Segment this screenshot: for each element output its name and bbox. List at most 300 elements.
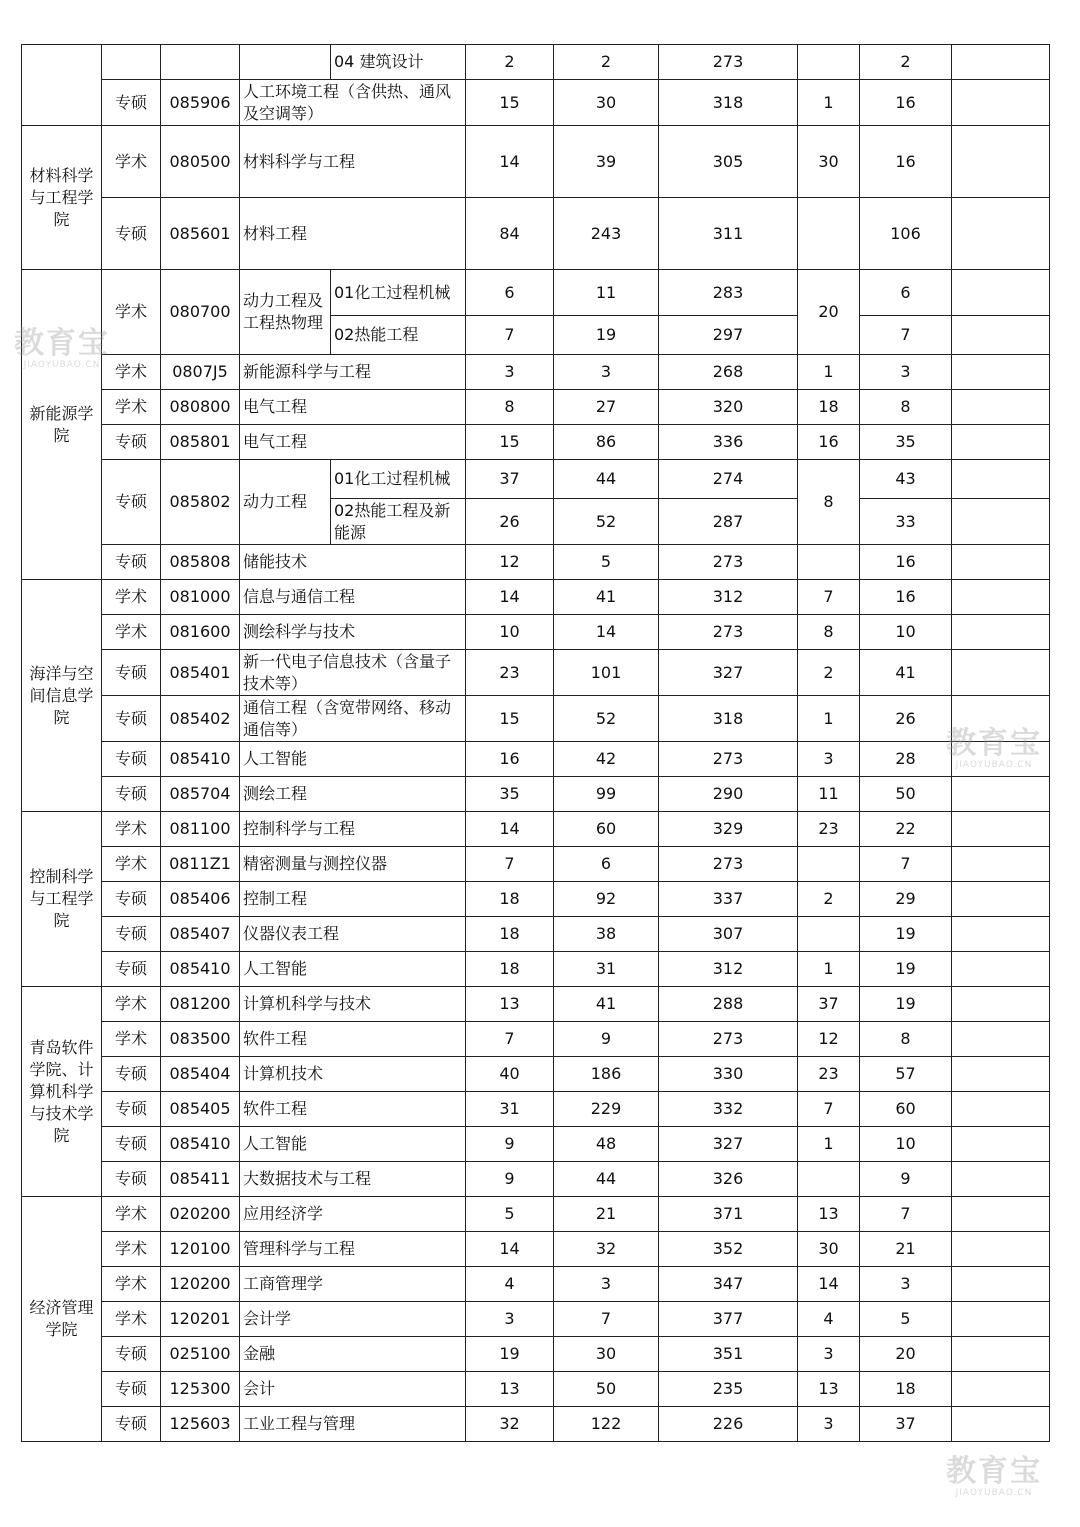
remark-cell <box>952 1162 1050 1197</box>
major-cell: 人工环境工程（含供热、通风及空调等） <box>240 80 466 126</box>
remark-cell <box>952 917 1050 952</box>
remark-cell <box>952 316 1050 355</box>
major-cell: 新一代电子信息技术（含量子技术等） <box>240 650 466 696</box>
score-cell: 330 <box>659 1057 798 1092</box>
type-cell: 学术 <box>102 1232 161 1267</box>
score-cell: 273 <box>659 45 798 80</box>
remark-cell <box>952 1057 1050 1092</box>
remark-cell <box>952 1337 1050 1372</box>
watermark-text: 教育宝 <box>946 1454 1042 1489</box>
table-row <box>22 355 1050 390</box>
value-cell: 84 <box>466 198 554 270</box>
remark-cell <box>952 1372 1050 1407</box>
code-cell: 120201 <box>161 1302 240 1337</box>
table-row <box>22 270 1050 316</box>
value-cell: 52 <box>554 499 659 545</box>
table-row <box>22 847 1050 882</box>
type-cell: 专硕 <box>102 777 161 812</box>
watermark-subtext: JIAOYUBAO.CN <box>23 360 101 370</box>
value-cell: 16 <box>860 126 952 198</box>
remark-cell <box>952 126 1050 198</box>
code-cell: 085802 <box>161 460 240 545</box>
table-row <box>22 425 1050 460</box>
major-cell: 电气工程 <box>240 390 466 425</box>
type-cell <box>102 45 161 80</box>
value-cell: 6 <box>860 270 952 316</box>
remark-cell <box>952 198 1050 270</box>
value-cell: 43 <box>860 460 952 499</box>
remark-cell <box>952 545 1050 580</box>
value-cell: 18 <box>466 917 554 952</box>
value-cell: 20 <box>860 1337 952 1372</box>
major-cell: 动力工程及工程热物理 <box>240 270 331 355</box>
value-cell: 28 <box>860 742 952 777</box>
major-cell: 新能源科学与工程 <box>240 355 466 390</box>
value-cell: 31 <box>554 952 659 987</box>
college-cell: 控制科学与工程学院 <box>22 812 102 987</box>
remark-cell <box>952 847 1050 882</box>
direction-cell: 01化工过程机械 <box>331 460 466 499</box>
value-cell: 18 <box>466 952 554 987</box>
value-cell: 1 <box>798 696 860 742</box>
type-cell: 专硕 <box>102 425 161 460</box>
college-cell <box>22 45 102 126</box>
code-cell: 085410 <box>161 1127 240 1162</box>
table-row <box>22 650 1050 696</box>
code-cell: 080800 <box>161 390 240 425</box>
remark-cell <box>952 499 1050 545</box>
admission-table <box>21 44 1050 1442</box>
remark-cell <box>952 650 1050 696</box>
score-cell: 273 <box>659 847 798 882</box>
code-cell: 080500 <box>161 126 240 198</box>
score-cell: 235 <box>659 1372 798 1407</box>
value-cell: 38 <box>554 917 659 952</box>
college-cell: 新能源学院 <box>22 270 102 580</box>
score-cell: 273 <box>659 742 798 777</box>
college-cell: 材料科学与工程学院 <box>22 126 102 270</box>
major-cell <box>240 45 331 80</box>
value-cell: 37 <box>798 987 860 1022</box>
value-cell: 2 <box>798 650 860 696</box>
major-cell: 测绘工程 <box>240 777 466 812</box>
score-cell: 336 <box>659 425 798 460</box>
value-cell <box>798 1162 860 1197</box>
type-cell: 学术 <box>102 355 161 390</box>
value-cell: 16 <box>798 425 860 460</box>
type-cell: 专硕 <box>102 198 161 270</box>
value-cell: 8 <box>860 390 952 425</box>
remark-cell <box>952 987 1050 1022</box>
score-cell: 226 <box>659 1407 798 1442</box>
code-cell: 085410 <box>161 742 240 777</box>
value-cell: 7 <box>466 316 554 355</box>
code-cell: 085808 <box>161 545 240 580</box>
value-cell: 101 <box>554 650 659 696</box>
major-cell: 控制科学与工程 <box>240 812 466 847</box>
score-cell: 326 <box>659 1162 798 1197</box>
value-cell: 26 <box>860 696 952 742</box>
value-cell: 92 <box>554 882 659 917</box>
value-cell: 14 <box>466 126 554 198</box>
value-cell: 99 <box>554 777 659 812</box>
score-cell: 351 <box>659 1337 798 1372</box>
value-cell: 23 <box>798 1057 860 1092</box>
college-cell: 海洋与空间信息学院 <box>22 580 102 812</box>
remark-cell <box>952 580 1050 615</box>
score-cell: 312 <box>659 580 798 615</box>
watermark-subtext: JIAOYUBAO.CN <box>955 760 1033 770</box>
code-cell: 085411 <box>161 1162 240 1197</box>
value-cell: 60 <box>554 812 659 847</box>
value-cell: 39 <box>554 126 659 198</box>
value-cell: 86 <box>554 425 659 460</box>
value-cell: 18 <box>466 882 554 917</box>
value-cell: 7 <box>860 847 952 882</box>
value-cell: 44 <box>554 460 659 499</box>
remark-cell <box>952 696 1050 742</box>
value-cell: 18 <box>860 1372 952 1407</box>
code-cell: 085801 <box>161 425 240 460</box>
type-cell: 专硕 <box>102 1057 161 1092</box>
score-cell: 305 <box>659 126 798 198</box>
value-cell: 13 <box>466 1372 554 1407</box>
value-cell: 3 <box>466 355 554 390</box>
major-cell: 计算机科学与技术 <box>240 987 466 1022</box>
table-row <box>22 917 1050 952</box>
major-cell: 仪器仪表工程 <box>240 917 466 952</box>
value-cell: 11 <box>554 270 659 316</box>
college-cell: 青岛软件学院、计算机科学与技术学院 <box>22 987 102 1197</box>
college-cell: 经济管理学院 <box>22 1197 102 1442</box>
code-cell: 083500 <box>161 1022 240 1057</box>
value-cell: 42 <box>554 742 659 777</box>
value-cell: 19 <box>860 952 952 987</box>
table-row <box>22 1267 1050 1302</box>
value-cell: 19 <box>466 1337 554 1372</box>
remark-cell <box>952 952 1050 987</box>
table-row <box>22 1337 1050 1372</box>
value-cell: 52 <box>554 696 659 742</box>
value-cell <box>798 917 860 952</box>
value-cell: 20 <box>798 270 860 355</box>
table-row <box>22 1022 1050 1057</box>
code-cell: 085405 <box>161 1092 240 1127</box>
value-cell: 15 <box>466 80 554 126</box>
major-cell: 电气工程 <box>240 425 466 460</box>
value-cell: 4 <box>798 1302 860 1337</box>
score-cell: 311 <box>659 198 798 270</box>
value-cell: 8 <box>798 615 860 650</box>
value-cell: 13 <box>466 987 554 1022</box>
remark-cell <box>952 615 1050 650</box>
value-cell: 5 <box>466 1197 554 1232</box>
value-cell: 57 <box>860 1057 952 1092</box>
type-cell: 专硕 <box>102 952 161 987</box>
remark-cell <box>952 812 1050 847</box>
value-cell: 32 <box>466 1407 554 1442</box>
watermark-text: 教育宝 <box>14 326 110 361</box>
table-row <box>22 696 1050 742</box>
code-cell: 085601 <box>161 198 240 270</box>
code-cell: 025100 <box>161 1337 240 1372</box>
code-cell: 085906 <box>161 80 240 126</box>
table-row <box>22 742 1050 777</box>
type-cell: 专硕 <box>102 545 161 580</box>
value-cell: 10 <box>860 1127 952 1162</box>
value-cell: 14 <box>466 580 554 615</box>
value-cell: 7 <box>860 316 952 355</box>
value-cell: 26 <box>466 499 554 545</box>
value-cell: 2 <box>466 45 554 80</box>
value-cell: 3 <box>860 355 952 390</box>
value-cell: 48 <box>554 1127 659 1162</box>
code-cell: 120100 <box>161 1232 240 1267</box>
value-cell: 122 <box>554 1407 659 1442</box>
value-cell: 7 <box>466 1022 554 1057</box>
major-cell: 测绘科学与技术 <box>240 615 466 650</box>
table-row <box>22 198 1050 270</box>
type-cell: 专硕 <box>102 1162 161 1197</box>
code-cell: 125300 <box>161 1372 240 1407</box>
score-cell: 377 <box>659 1302 798 1337</box>
value-cell: 6 <box>554 847 659 882</box>
remark-cell <box>952 777 1050 812</box>
value-cell: 29 <box>860 882 952 917</box>
value-cell: 30 <box>798 126 860 198</box>
type-cell: 专硕 <box>102 742 161 777</box>
value-cell: 186 <box>554 1057 659 1092</box>
remark-cell <box>952 1302 1050 1337</box>
value-cell: 3 <box>798 742 860 777</box>
type-cell: 学术 <box>102 1022 161 1057</box>
value-cell: 37 <box>860 1407 952 1442</box>
value-cell: 23 <box>798 812 860 847</box>
score-cell: 268 <box>659 355 798 390</box>
table-row <box>22 777 1050 812</box>
value-cell: 32 <box>554 1232 659 1267</box>
value-cell: 22 <box>860 812 952 847</box>
major-cell: 工商管理学 <box>240 1267 466 1302</box>
value-cell: 12 <box>798 1022 860 1057</box>
value-cell: 23 <box>466 650 554 696</box>
type-cell: 学术 <box>102 270 161 355</box>
value-cell: 21 <box>860 1232 952 1267</box>
value-cell: 30 <box>554 1337 659 1372</box>
score-cell: 297 <box>659 316 798 355</box>
table-row <box>22 1372 1050 1407</box>
remark-cell <box>952 1197 1050 1232</box>
value-cell: 2 <box>798 882 860 917</box>
remark-cell <box>952 460 1050 499</box>
value-cell: 7 <box>860 1197 952 1232</box>
type-cell: 学术 <box>102 1197 161 1232</box>
value-cell: 1 <box>798 355 860 390</box>
value-cell: 21 <box>554 1197 659 1232</box>
table-row <box>22 952 1050 987</box>
type-cell: 学术 <box>102 390 161 425</box>
value-cell: 7 <box>798 580 860 615</box>
remark-cell <box>952 1127 1050 1162</box>
value-cell: 35 <box>466 777 554 812</box>
code-cell: 085404 <box>161 1057 240 1092</box>
table-row <box>22 1127 1050 1162</box>
value-cell: 14 <box>798 1267 860 1302</box>
value-cell: 15 <box>466 696 554 742</box>
score-cell: 320 <box>659 390 798 425</box>
watermark-logo <box>946 1456 1042 1498</box>
value-cell: 37 <box>466 460 554 499</box>
table-row <box>22 812 1050 847</box>
value-cell: 3 <box>466 1302 554 1337</box>
table-row <box>22 45 1050 80</box>
value-cell: 3 <box>860 1267 952 1302</box>
major-cell: 金融 <box>240 1337 466 1372</box>
watermark-subtext: JIAOYUBAO.CN <box>955 1488 1033 1498</box>
value-cell: 14 <box>466 812 554 847</box>
code-cell: 085406 <box>161 882 240 917</box>
major-cell: 软件工程 <box>240 1092 466 1127</box>
code-cell <box>161 45 240 80</box>
major-cell: 会计学 <box>240 1302 466 1337</box>
table-row <box>22 1407 1050 1442</box>
value-cell: 16 <box>860 545 952 580</box>
type-cell: 专硕 <box>102 1127 161 1162</box>
remark-cell <box>952 390 1050 425</box>
value-cell: 19 <box>860 917 952 952</box>
code-cell: 081100 <box>161 812 240 847</box>
major-cell: 通信工程（含宽带网络、移动通信等） <box>240 696 466 742</box>
value-cell: 41 <box>554 580 659 615</box>
score-cell: 273 <box>659 615 798 650</box>
major-cell: 控制工程 <box>240 882 466 917</box>
value-cell: 18 <box>798 390 860 425</box>
value-cell: 7 <box>798 1092 860 1127</box>
type-cell: 学术 <box>102 987 161 1022</box>
value-cell: 1 <box>798 952 860 987</box>
value-cell: 7 <box>466 847 554 882</box>
table-row <box>22 80 1050 126</box>
remark-cell <box>952 1407 1050 1442</box>
value-cell: 8 <box>860 1022 952 1057</box>
type-cell: 学术 <box>102 580 161 615</box>
score-cell: 312 <box>659 952 798 987</box>
major-cell: 会计 <box>240 1372 466 1407</box>
table-row <box>22 987 1050 1022</box>
score-cell: 318 <box>659 696 798 742</box>
table-row <box>22 1197 1050 1232</box>
value-cell <box>798 198 860 270</box>
value-cell: 1 <box>798 1127 860 1162</box>
remark-cell <box>952 742 1050 777</box>
code-cell: 0807J5 <box>161 355 240 390</box>
code-cell: 120200 <box>161 1267 240 1302</box>
direction-cell: 02热能工程及新能源 <box>331 499 466 545</box>
major-cell: 大数据技术与工程 <box>240 1162 466 1197</box>
major-cell: 人工智能 <box>240 742 466 777</box>
value-cell: 3 <box>798 1407 860 1442</box>
value-cell <box>798 545 860 580</box>
value-cell: 10 <box>466 615 554 650</box>
remark-cell <box>952 355 1050 390</box>
value-cell: 50 <box>860 777 952 812</box>
value-cell: 4 <box>466 1267 554 1302</box>
value-cell: 11 <box>798 777 860 812</box>
value-cell: 12 <box>466 545 554 580</box>
score-cell: 371 <box>659 1197 798 1232</box>
value-cell: 10 <box>860 615 952 650</box>
type-cell: 专硕 <box>102 1092 161 1127</box>
value-cell: 3 <box>798 1337 860 1372</box>
value-cell: 27 <box>554 390 659 425</box>
type-cell: 专硕 <box>102 460 161 545</box>
score-cell: 290 <box>659 777 798 812</box>
type-cell: 学术 <box>102 847 161 882</box>
type-cell: 专硕 <box>102 917 161 952</box>
code-cell: 0811Z1 <box>161 847 240 882</box>
value-cell: 16 <box>466 742 554 777</box>
value-cell: 13 <box>798 1197 860 1232</box>
value-cell: 13 <box>798 1372 860 1407</box>
value-cell: 41 <box>860 650 952 696</box>
value-cell: 9 <box>860 1162 952 1197</box>
value-cell: 2 <box>554 45 659 80</box>
type-cell: 学术 <box>102 812 161 847</box>
code-cell: 080700 <box>161 270 240 355</box>
table-row <box>22 1162 1050 1197</box>
major-cell: 软件工程 <box>240 1022 466 1057</box>
value-cell: 16 <box>860 80 952 126</box>
table-row <box>22 882 1050 917</box>
value-cell: 30 <box>798 1232 860 1267</box>
code-cell: 085402 <box>161 696 240 742</box>
value-cell: 14 <box>554 615 659 650</box>
major-cell: 应用经济学 <box>240 1197 466 1232</box>
table-row <box>22 1302 1050 1337</box>
type-cell: 专硕 <box>102 650 161 696</box>
score-cell: 288 <box>659 987 798 1022</box>
score-cell: 347 <box>659 1267 798 1302</box>
type-cell: 专硕 <box>102 80 161 126</box>
value-cell: 9 <box>466 1127 554 1162</box>
remark-cell <box>952 1232 1050 1267</box>
value-cell: 5 <box>860 1302 952 1337</box>
value-cell: 16 <box>860 580 952 615</box>
major-cell: 动力工程 <box>240 460 331 545</box>
code-cell: 085401 <box>161 650 240 696</box>
major-cell: 材料工程 <box>240 198 466 270</box>
type-cell: 学术 <box>102 615 161 650</box>
major-cell: 精密测量与测控仪器 <box>240 847 466 882</box>
table-row <box>22 580 1050 615</box>
value-cell: 243 <box>554 198 659 270</box>
value-cell: 229 <box>554 1092 659 1127</box>
remark-cell <box>952 425 1050 460</box>
score-cell: 273 <box>659 1022 798 1057</box>
value-cell: 15 <box>466 425 554 460</box>
type-cell: 专硕 <box>102 882 161 917</box>
value-cell: 14 <box>466 1232 554 1267</box>
remark-cell <box>952 80 1050 126</box>
type-cell: 专硕 <box>102 696 161 742</box>
value-cell <box>798 847 860 882</box>
value-cell: 19 <box>554 316 659 355</box>
remark-cell <box>952 1092 1050 1127</box>
remark-cell <box>952 270 1050 316</box>
code-cell: 081200 <box>161 987 240 1022</box>
score-cell: 307 <box>659 917 798 952</box>
value-cell: 44 <box>554 1162 659 1197</box>
